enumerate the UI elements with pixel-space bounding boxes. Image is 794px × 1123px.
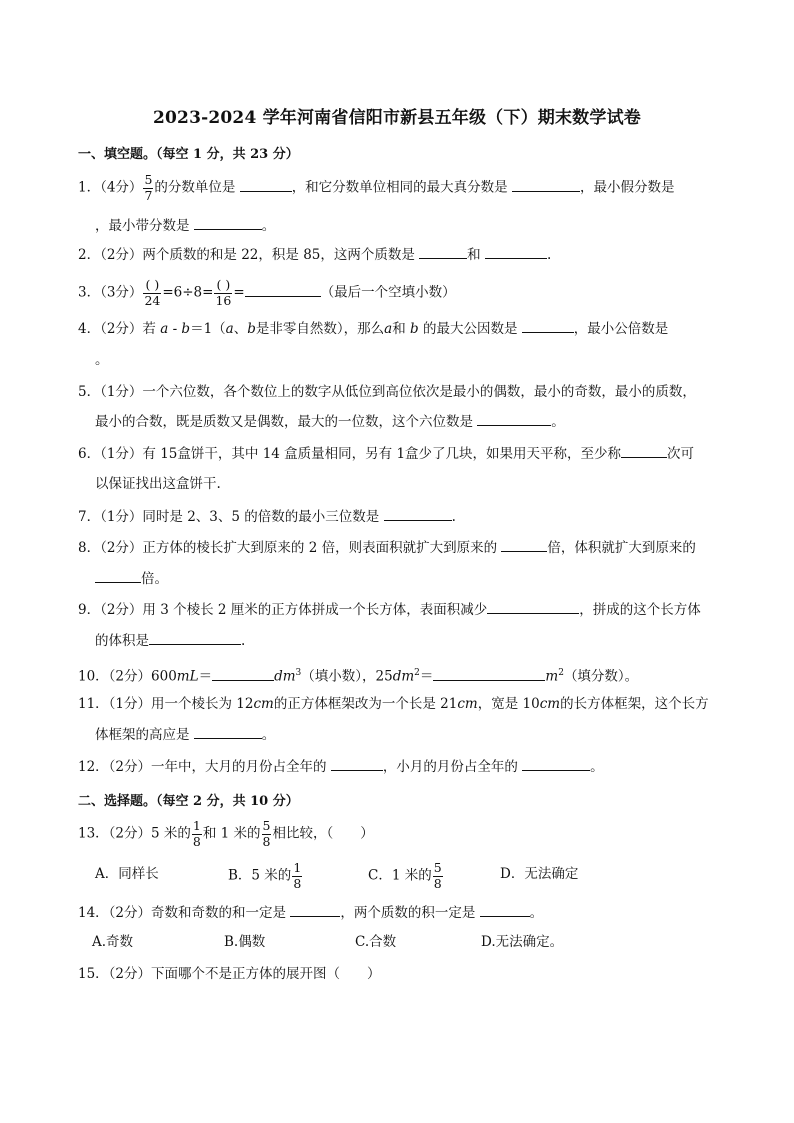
answer-blank[interactable]	[245, 282, 321, 297]
option-13-a[interactable]: A．同样长	[95, 866, 159, 882]
question-9-cont: 的体积是 .	[95, 629, 245, 653]
section-fill-heading: 一、填空题。（每空 1 分，共 23 分）	[78, 147, 299, 162]
question-1-cont: ，最小带分数是 。	[95, 214, 275, 238]
question-1: 1．（4分） $\frac{5}{7}$ 的分数单位是 ，和它分数单位相同的最大真分数是 ，最小假分数是	[78, 172, 675, 203]
answer-blank[interactable]	[477, 411, 551, 426]
answer-blank[interactable]	[419, 244, 467, 259]
question-7: 7．（1分）同时是 2、3、5 的倍数的最小三位数是 .	[78, 505, 728, 529]
question-13: 13．（2分）5 米的 $\frac{1}{8}$ 和 1 米的 $\frac{5}{8}$ 相比较，（ ）	[78, 818, 374, 849]
question-4: 4．（2分）若 a - b＝1（a、b是非零自然数），那么a和 b 的最大公因数是 ，最小公倍数是	[78, 317, 728, 341]
answer-blank[interactable]	[522, 756, 590, 771]
fraction-blank-16: $\frac{( )}{16}$	[215, 277, 232, 308]
section-choice-heading: 二、选择题。（每空 2 分，共 10 分）	[78, 794, 299, 809]
question-6-cont: 以保证找出这盒饼干.	[95, 476, 221, 492]
question-12: 12．（2分）一年中，大月的月份占全年的 ，小月的月份占全年的 。	[78, 755, 728, 779]
page-title: 2023-2024 学年河南省信阳市新县五年级（下）期末数学试卷	[152, 108, 641, 128]
answer-blank[interactable]	[485, 244, 547, 259]
question-2: 2．（2分）两个质数的和是 22，积是 85，这两个质数是 和 .	[78, 243, 728, 267]
answer-blank[interactable]	[480, 902, 530, 917]
option-14-c[interactable]: C.合数	[355, 934, 397, 950]
answer-blank[interactable]	[621, 443, 667, 458]
question-11-cont: 体框架的高应是 。	[95, 723, 275, 747]
fraction-5-7: $\frac{5}{7}$	[144, 172, 153, 203]
question-11: 11．（1分）用一个棱长为 12cm的正方体框架改为一个长是 21cm，宽是 10cm的长方体框架，这个长方	[78, 696, 709, 712]
option-14-a[interactable]: A.奇数	[92, 934, 134, 950]
answer-blank[interactable]	[290, 902, 340, 917]
answer-blank[interactable]	[487, 599, 579, 614]
answer-blank[interactable]	[149, 630, 241, 645]
question-8: 8．（2分）正方体的棱长扩大到原来的 2 倍，则表面积就扩大到原来的 倍，体积就扩大到原来的	[78, 536, 728, 560]
question-14: 14．（2分）奇数和奇数的和一定是 ，两个质数的积一定是 。	[78, 901, 728, 925]
option-13-d[interactable]: D．无法确定	[500, 866, 579, 882]
answer-blank[interactable]	[95, 568, 141, 583]
fraction-blank-24: $\frac{( )}{24}$	[144, 277, 161, 308]
option-13-b[interactable]: B．5 米的 $\frac{1}{8}$	[228, 860, 302, 891]
answer-blank[interactable]	[522, 318, 574, 333]
question-4-cont: 。	[95, 352, 109, 368]
answer-blank[interactable]	[433, 666, 545, 681]
answer-blank[interactable]	[212, 666, 274, 681]
answer-blank[interactable]	[194, 215, 262, 230]
question-15: 15．（2分）下面哪个不是正方体的展开图（ ）	[78, 966, 381, 982]
option-13-c[interactable]: C．1 米的 $\frac{5}{8}$	[368, 860, 442, 891]
fraction-1-8: $\frac{1}{8}$	[192, 818, 201, 849]
answer-blank[interactable]	[512, 177, 580, 192]
question-10: 10．（2分）$600mL= dm^3$（填小数），$25dm^2= m^2$（填分数）。	[78, 661, 728, 689]
answer-blank[interactable]	[194, 724, 262, 739]
question-6: 6．（1分）有 15盒饼干，其中 14 盒质量相同，另有 1盒少了几块，如果用天平称，至少称 次可	[78, 442, 728, 466]
answer-blank[interactable]	[240, 177, 292, 192]
answer-blank[interactable]	[501, 537, 547, 552]
question-3: 3．（3分） $\frac{( )}{24}$ =6÷8= $\frac{( )}{16}$ = （最后一个空填小数）	[78, 277, 456, 308]
question-5-cont: 最小的合数，既是质数又是偶数，最大的一位数，这个六位数是 。	[95, 410, 565, 434]
answer-blank[interactable]	[331, 756, 383, 771]
question-8-cont: 倍。	[95, 567, 168, 591]
option-14-b[interactable]: B.偶数	[224, 934, 266, 950]
fraction-5-8: $\frac{5}{8}$	[262, 818, 271, 849]
option-14-d[interactable]: D.无法确定。	[481, 934, 564, 950]
question-5: 5．（1分）一个六位数，各个数位上的数字从低位到高位依次是最小的偶数，最小的奇数，最小的质数，	[78, 384, 696, 400]
answer-blank[interactable]	[384, 506, 452, 521]
question-9: 9．（2分）用 3 个棱长 2 厘米的正方体拼成一个长方体，表面积减少 ，拼成的这个长方体	[78, 598, 728, 622]
